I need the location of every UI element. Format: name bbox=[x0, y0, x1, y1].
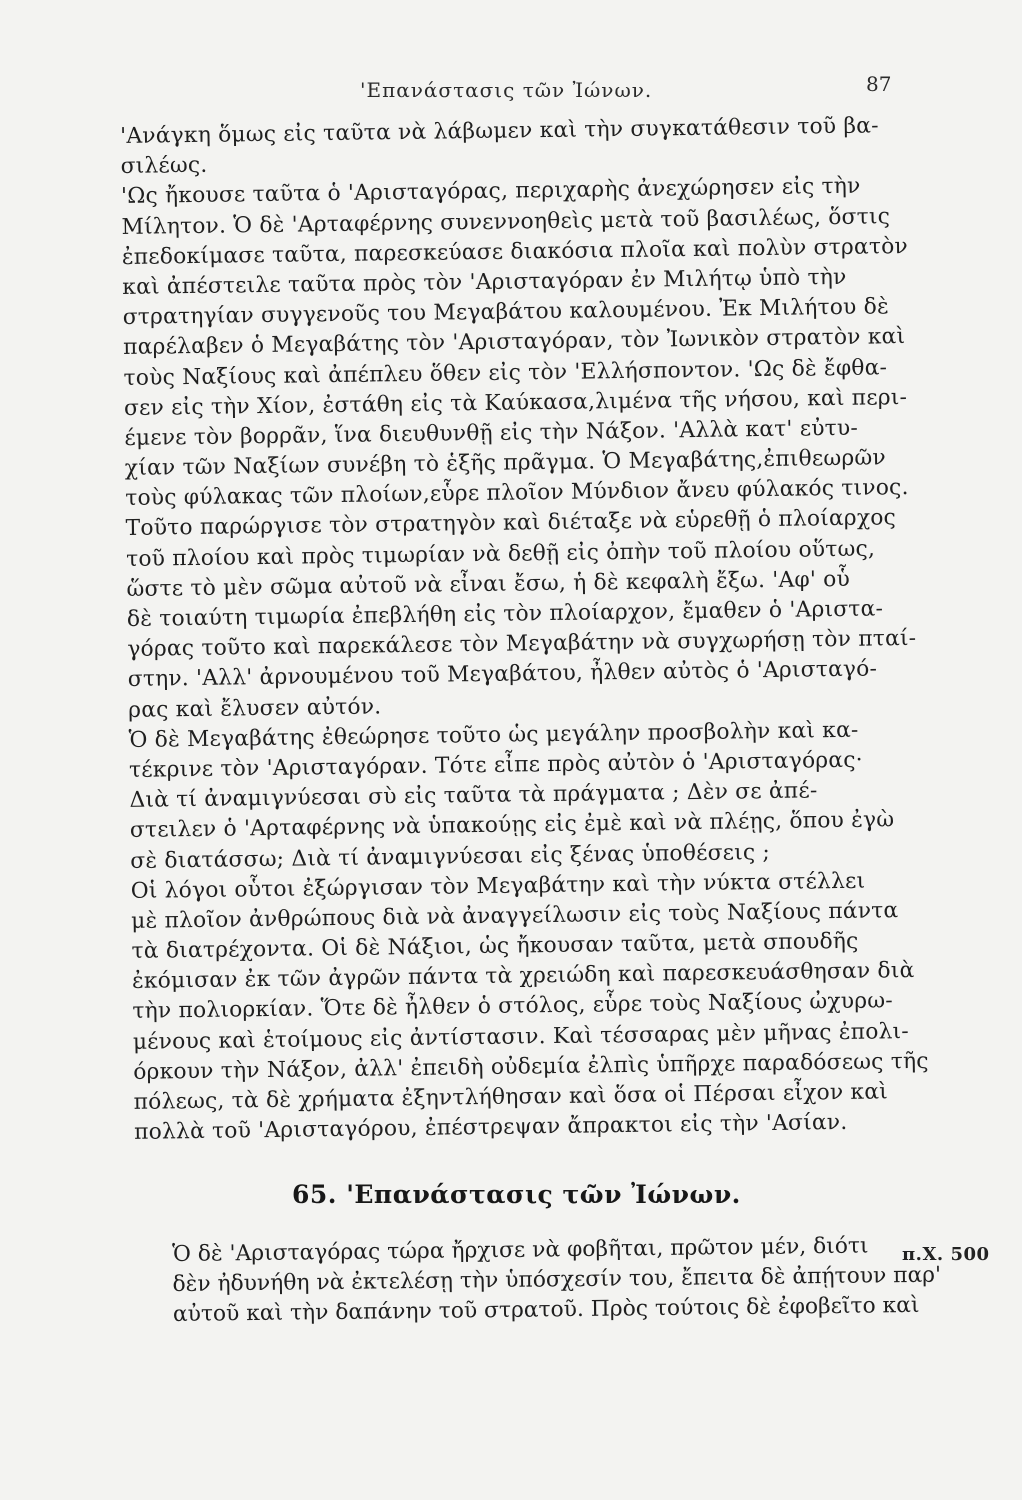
text-line: πολλὰ τοῦ 'Αρισταγόρου, ἐπέστρεψαν ἄπρακτοι εἰς τὴν 'Ασίαν. bbox=[133, 1110, 848, 1146]
text-line: ἐκόμισαν ἐκ τῶν ἀγρῶν πάντα τὰ χρειώδη καὶ παρεσκευάσθησαν διὰ bbox=[131, 958, 915, 995]
section-heading: 65. 'Επανάστασις τῶν Ἰώνων. bbox=[292, 1180, 741, 1209]
text-line: γόρας τοῦτο καὶ παρεκάλεσε τὸν Μεγαβάτην νὰ συγχωρήσῃ τὸν πταί- bbox=[127, 626, 917, 663]
text-line: ἐπεδοκίμασε ταῦτα, παρεσκεύασε διακόσια πλοῖα καὶ πολὺν στρατὸν bbox=[121, 233, 909, 270]
text-line: τὴν πολιορκίαν. Ὅτε δὲ ἦλθεν ὁ στόλος, εὗρε τοὺς Ναξίους ὠχυρω- bbox=[132, 988, 893, 1025]
text-line: δὲ τοιαύτη τιμωρία ἐπεβλήθη εἰς τὸν πλοίαρχον, ἔμαθεν ὁ 'Αριστα- bbox=[126, 596, 884, 632]
text-line: μένους καὶ ἑτοίμους εἰς ἀντίστασιν. Καὶ τέσσαρας μὲν μῆνας ἐπολι- bbox=[132, 1018, 910, 1055]
text-line: 'Ως ἤκουσε ταῦτα ὁ 'Αρισταγόρας, περιχαρὴς ἀνεχώρησεν εἰς τὴν bbox=[120, 174, 861, 210]
margin-date-note: π.Χ. 500 bbox=[902, 1244, 990, 1265]
text-line: τοὺς Ναξίους καὶ ἀπέπλευ ὅθεν εἰς τὸν 'Ελλήσποντον. 'Ως δὲ ἔφθα- bbox=[123, 354, 888, 391]
text-line: τοὺς φύλακας τῶν πλοίων,εὗρε πλοῖον Μύνδιον ἄνευ φύλακός τινος. bbox=[125, 475, 909, 512]
text-line: Οἱ λόγοι οὗτοι ἐξώργισαν τὸν Μεγαβάτην καὶ τὴν νύκτα στέλλει bbox=[130, 868, 866, 904]
text-line: σεν εἰς τὴν Χίον, ἐστάθη εἰς τὰ Καύκασα,λιμένα τῆς νήσου, καὶ περι- bbox=[123, 384, 908, 421]
text-line: σιλέως. bbox=[120, 152, 208, 180]
text-line: 'Ανάγκη ὅμως εἰς ταῦτα νὰ λάβωμεν καὶ τὴν συγκατάθεσιν τοῦ βα- bbox=[120, 113, 879, 149]
text-line: αὐτοῦ καὶ τὴν δαπάνην τοῦ στρατοῦ. Πρὸς τούτοις δὲ ἐφοβεῖτο καὶ bbox=[172, 1293, 920, 1328]
text-line: ρας καὶ ἔλυσεν αὐτόν. bbox=[128, 693, 382, 723]
text-line: σὲ διατάσσω; Διὰ τί ἀναμιγνύεσαι εἰς ξένας ὑποθέσεις ; bbox=[130, 839, 771, 874]
text-line: Ὁ δὲ 'Αρισταγόρας τώρα ἤρχισε νὰ φοβῆται, πρῶτον μέν, διότι bbox=[172, 1233, 869, 1267]
text-line: έμενε τὸν βορρᾶν, ἵνα διευθυνθῇ εἰς τὴν Νάξον. 'Αλλὰ κατ' εὐτυ- bbox=[124, 415, 859, 451]
text-line: στην. 'Αλλ' ἀρνουμένου τοῦ Μεγαβάτου, ἦλθεν αὐτὸς ὁ 'Αρισταγό- bbox=[127, 656, 878, 693]
text-line: πόλεως, τὰ δὲ χρήματα ἐξηντλήθησαν καὶ ὅσα οἱ Πέρσαι εἶχον καὶ bbox=[133, 1079, 889, 1115]
section-text-block bbox=[172, 1231, 942, 1330]
text-line: Ὁ δὲ Μεγαβάτης ἐθεώρησε τοῦτο ὡς μεγάλην προσβολὴν καὶ κα- bbox=[128, 717, 859, 753]
text-line: στειλεν ὁ 'Αρταφέρνης νὰ ὑπακούῃς εἰς ἐμὲ καὶ νὰ πλέῃς, ὅπου ἐγὼ bbox=[129, 807, 895, 844]
text-line: τὰ διατρέχοντα. Οἱ δὲ Νάξιοι, ὡς ἤκουσαν ταῦτα, μετὰ σπουδῆς bbox=[131, 928, 859, 964]
text-line: Μίλητον. Ὁ δὲ 'Αρταφέρνης συνεννοηθεὶς μετὰ τοῦ βασιλέως, ὅστις bbox=[121, 203, 891, 240]
text-line: στρατηγίαν συγγενοῦς του Μεγαβάτου καλουμένου. Ἐκ Μιλήτου δὲ bbox=[122, 294, 890, 331]
text-line: Τοῦτο παρώργισε τὸν στρατηγὸν καὶ διέταξε νὰ εὑρεθῇ ὁ πλοίαρχος bbox=[125, 505, 897, 542]
text-line: χίαν τῶν Ναξίων συνέβη τὸ ἑξῆς πρᾶγμα. Ὁ Μεγαβάτης,ἐπιθεωρῶν bbox=[124, 445, 886, 482]
text-line: ὥστε τὸ μὲν σῶμα αὐτοῦ νὰ εἶναι ἔσω, ἡ δὲ κεφαλὴ ἔξω. 'Αφ' οὗ bbox=[126, 566, 851, 602]
main-text-block bbox=[120, 111, 929, 1148]
text-line: τέκρινε τὸν 'Αρισταγόραν. Τότε εἶπε πρὸς αὐτὸν ὁ 'Αρισταγόρας· bbox=[128, 747, 863, 783]
text-line: Διὰ τί ἀναμιγνύεσαι σὺ εἰς ταῦτα τὰ πράγματα ; Δὲν σε ἀπέ- bbox=[129, 778, 818, 814]
text-line: μὲ πλοῖον ἀνθρώπους διὰ νὰ ἀναγγείλωσιν εἰς τοὺς Ναξίους πάντα bbox=[130, 898, 899, 934]
page-number: 87 bbox=[866, 72, 892, 96]
running-head: 'Επανάστασις τῶν Ἰώνων. bbox=[360, 78, 653, 102]
text-line: όρκουν τὴν Νάξον, ἀλλ' ἐπειδὴ οὐδεμία ἐλπὶς ὑπῆρχε παραδόσεως τῆς bbox=[133, 1048, 929, 1085]
text-line: δὲν ἠδυνήθη νὰ ἐκτελέσῃ τὴν ὑπόσχεσίν του, ἔπειτα δὲ ἀπῄτουν παρ' bbox=[172, 1262, 942, 1298]
text-line: τοῦ πλοίου καὶ πρὸς τιμωρίαν νὰ δεθῇ εἰς ὀπὴν τοῦ πλοίου οὕτως, bbox=[125, 536, 876, 572]
text-line: καὶ ἀπέστειλε ταῦτα πρὸς τὸν 'Αρισταγόραν ἐν Μιλήτῳ ὑπὸ τὴν bbox=[122, 264, 847, 300]
text-line: παρέλαβεν ὁ Μεγαβάτης τὸν 'Αρισταγόραν, τὸν Ἰωνικὸν στρατὸν καὶ bbox=[122, 324, 906, 361]
